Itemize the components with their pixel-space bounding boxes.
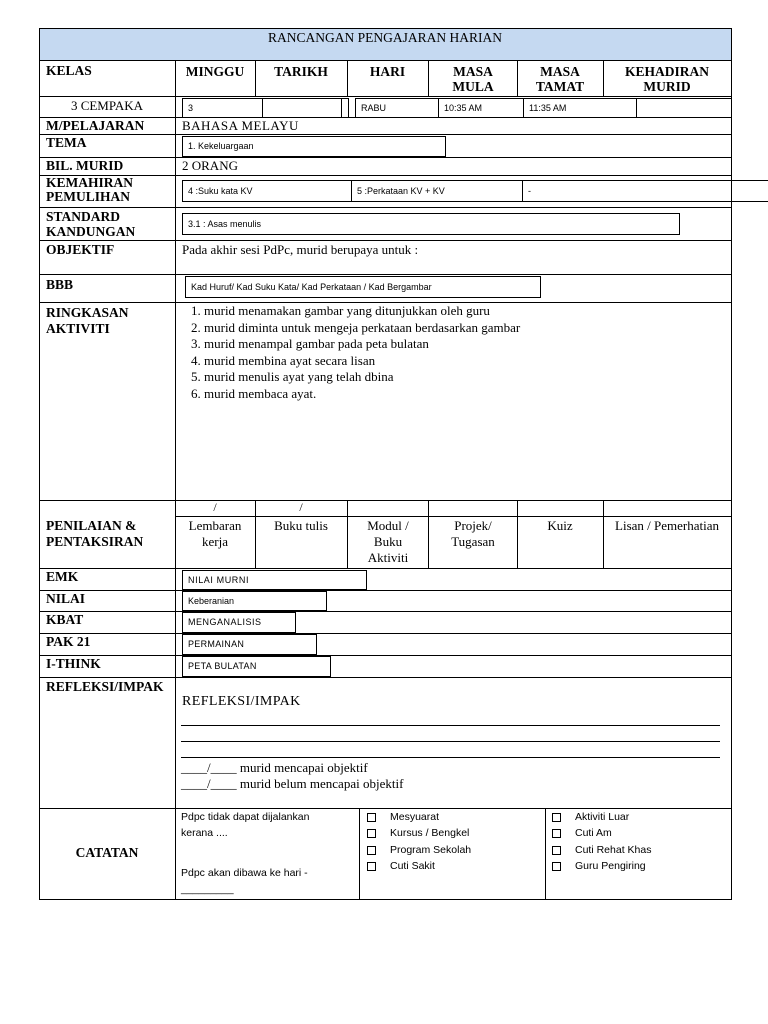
catatan-option[interactable]: Cuti Rehat Khas [552,842,651,858]
penilaian-item-lembaran: Lembaran kerja [188,518,242,549]
checkbox-icon[interactable] [552,862,561,871]
label-standard: STANDARD KANDUNGAN [46,209,136,239]
label-catatan: CATATAN [75,845,139,860]
catatan-note-3: Pdpc akan dibawa ke hari - [181,867,308,879]
page-title: RANCANGAN PENGAJARAN HARIAN [267,30,502,45]
field-tema[interactable]: 1. Kekeluargaan [182,136,446,157]
field-ithink[interactable]: PETA BULATAN [182,656,331,677]
aktiviti-item: 4. murid membina ayat secara lisan [204,353,520,370]
value-masa-tamat[interactable]: 11:35 AM [523,98,637,118]
aktiviti-list [182,303,520,402]
field-bbb[interactable]: Kad Huruf/ Kad Suku Kata/ Kad Perkataan / Kad Bergambar [185,276,541,298]
label-nilai: NILAI [46,591,86,606]
field-mpelajaran[interactable]: BAHASA MELAYU [182,118,299,133]
checkbox-icon[interactable] [552,813,561,822]
header-kelas: KELAS [46,63,92,78]
penilaian-item-projek: Projek/ Tugasan [451,518,495,549]
value-hari-spacer [341,98,349,118]
label-bil-murid: BIL. MURID [46,158,124,173]
header-kehadiran: KEHADIRAN MURID [624,64,709,94]
checkbox-icon[interactable] [552,829,561,838]
checkbox-icon[interactable] [367,846,376,855]
penilaian-item-lisan: Lisan / Pemerhatian [615,518,719,533]
refleksi-heading: REFLEKSI/IMPAK [182,694,301,709]
field-emk[interactable]: NILAI MURNI [182,570,367,590]
field-pak21[interactable]: PERMAINAN [182,634,317,655]
label-ithink: I-THINK [46,656,101,671]
label-bbb: BBB [46,277,74,292]
catatan-option[interactable]: Guru Pengiring [552,858,646,874]
field-kemahiran-1[interactable]: 4 :Suku kata KV [182,180,352,202]
field-standard[interactable]: 3.1 : Asas menulis [182,213,680,235]
catatan-option[interactable]: Program Sekolah [367,842,471,858]
catatan-note-4[interactable]: _________ [181,883,234,895]
label-emk: EMK [46,569,79,584]
catatan-option[interactable]: Cuti Sakit [367,858,435,874]
catatan-option[interactable]: Mesyuarat [367,809,439,825]
value-tarikh[interactable] [262,98,342,118]
field-objektif[interactable]: Pada akhir sesi PdPc, murid berupaya untuk : [182,242,419,257]
refleksi-mencapai[interactable]: ____/____ murid mencapai objektif [181,760,368,775]
aktiviti-item: 2. murid diminta untuk mengeja perkataan berdasarkan gambar [204,320,520,337]
header-masa-mula: MASA MULA [452,64,494,94]
penilaian-item-modul: Modul / Buku Aktiviti [367,518,409,565]
aktiviti-item: 1. murid menamakan gambar yang ditunjukkan oleh guru [204,303,520,320]
header-minggu: MINGGU [185,64,245,79]
value-kehadiran[interactable] [636,98,732,118]
catatan-option[interactable]: Cuti Am [552,825,612,841]
catatan-note-1: Pdpc tidak dapat dijalankan [181,811,310,823]
penilaian-item-buku-tulis: Buku tulis [274,518,328,533]
aktiviti-item: 5. murid menulis ayat yang telah dbina [204,369,520,386]
field-nilai[interactable]: Keberanian [182,591,327,611]
checkbox-icon[interactable] [367,813,376,822]
value-masa-mula[interactable]: 10:35 AM [438,98,524,118]
label-objektif: OBJEKTIF [46,242,115,257]
penilaian-mark-1[interactable]: / [213,500,217,514]
label-refleksi: REFLEKSI/IMPAK [46,679,164,694]
field-kbat[interactable]: MENGANALISIS [182,612,296,633]
checkbox-icon[interactable] [367,829,376,838]
penilaian-mark-2[interactable]: / [299,500,303,514]
refleksi-line-2[interactable] [181,741,720,742]
header-hari: HARI [369,64,406,79]
catatan-option[interactable]: Aktiviti Luar [552,809,629,825]
label-tema: TEMA [46,135,87,150]
aktiviti-item: 6. murid membaca ayat. [204,386,520,403]
value-kelas[interactable]: 3 CEMPAKA [70,98,144,113]
refleksi-line-3[interactable] [181,757,720,758]
catatan-option[interactable]: Kursus / Bengkel [367,825,469,841]
label-mpelajaran: M/PELAJARAN [46,118,145,133]
field-kemahiran-2[interactable]: 5 :Perkataan KV + KV [351,180,523,202]
catatan-note-2: kerana .... [181,827,228,839]
header-tarikh: TARIKH [274,64,328,79]
field-bil-murid[interactable]: 2 ORANG [182,158,238,173]
field-kemahiran-3[interactable]: - [522,180,768,202]
checkbox-icon[interactable] [552,846,561,855]
value-minggu[interactable]: 3 [182,98,263,118]
aktiviti-item: 3. murid menampal gambar pada peta bulatan [204,336,520,353]
label-kemahiran: KEMAHIRAN PEMULIHAN [46,175,133,204]
penilaian-item-kuiz: Kuiz [547,518,573,533]
checkbox-icon[interactable] [367,862,376,871]
refleksi-line-1[interactable] [181,725,720,726]
label-pak21: PAK 21 [46,634,91,649]
label-penilaian: PENILAIAN & PENTAKSIRAN [46,518,144,549]
form-outer-border [39,28,732,900]
label-kbat: KBAT [46,612,84,627]
value-hari[interactable]: RABU [355,98,439,118]
header-masa-tamat: MASA TAMAT [535,64,585,94]
refleksi-belum-mencapai[interactable]: ____/____ murid belum mencapai objektif [181,776,404,791]
label-ringkasan: RINGKASAN AKTIVITI [46,305,129,336]
